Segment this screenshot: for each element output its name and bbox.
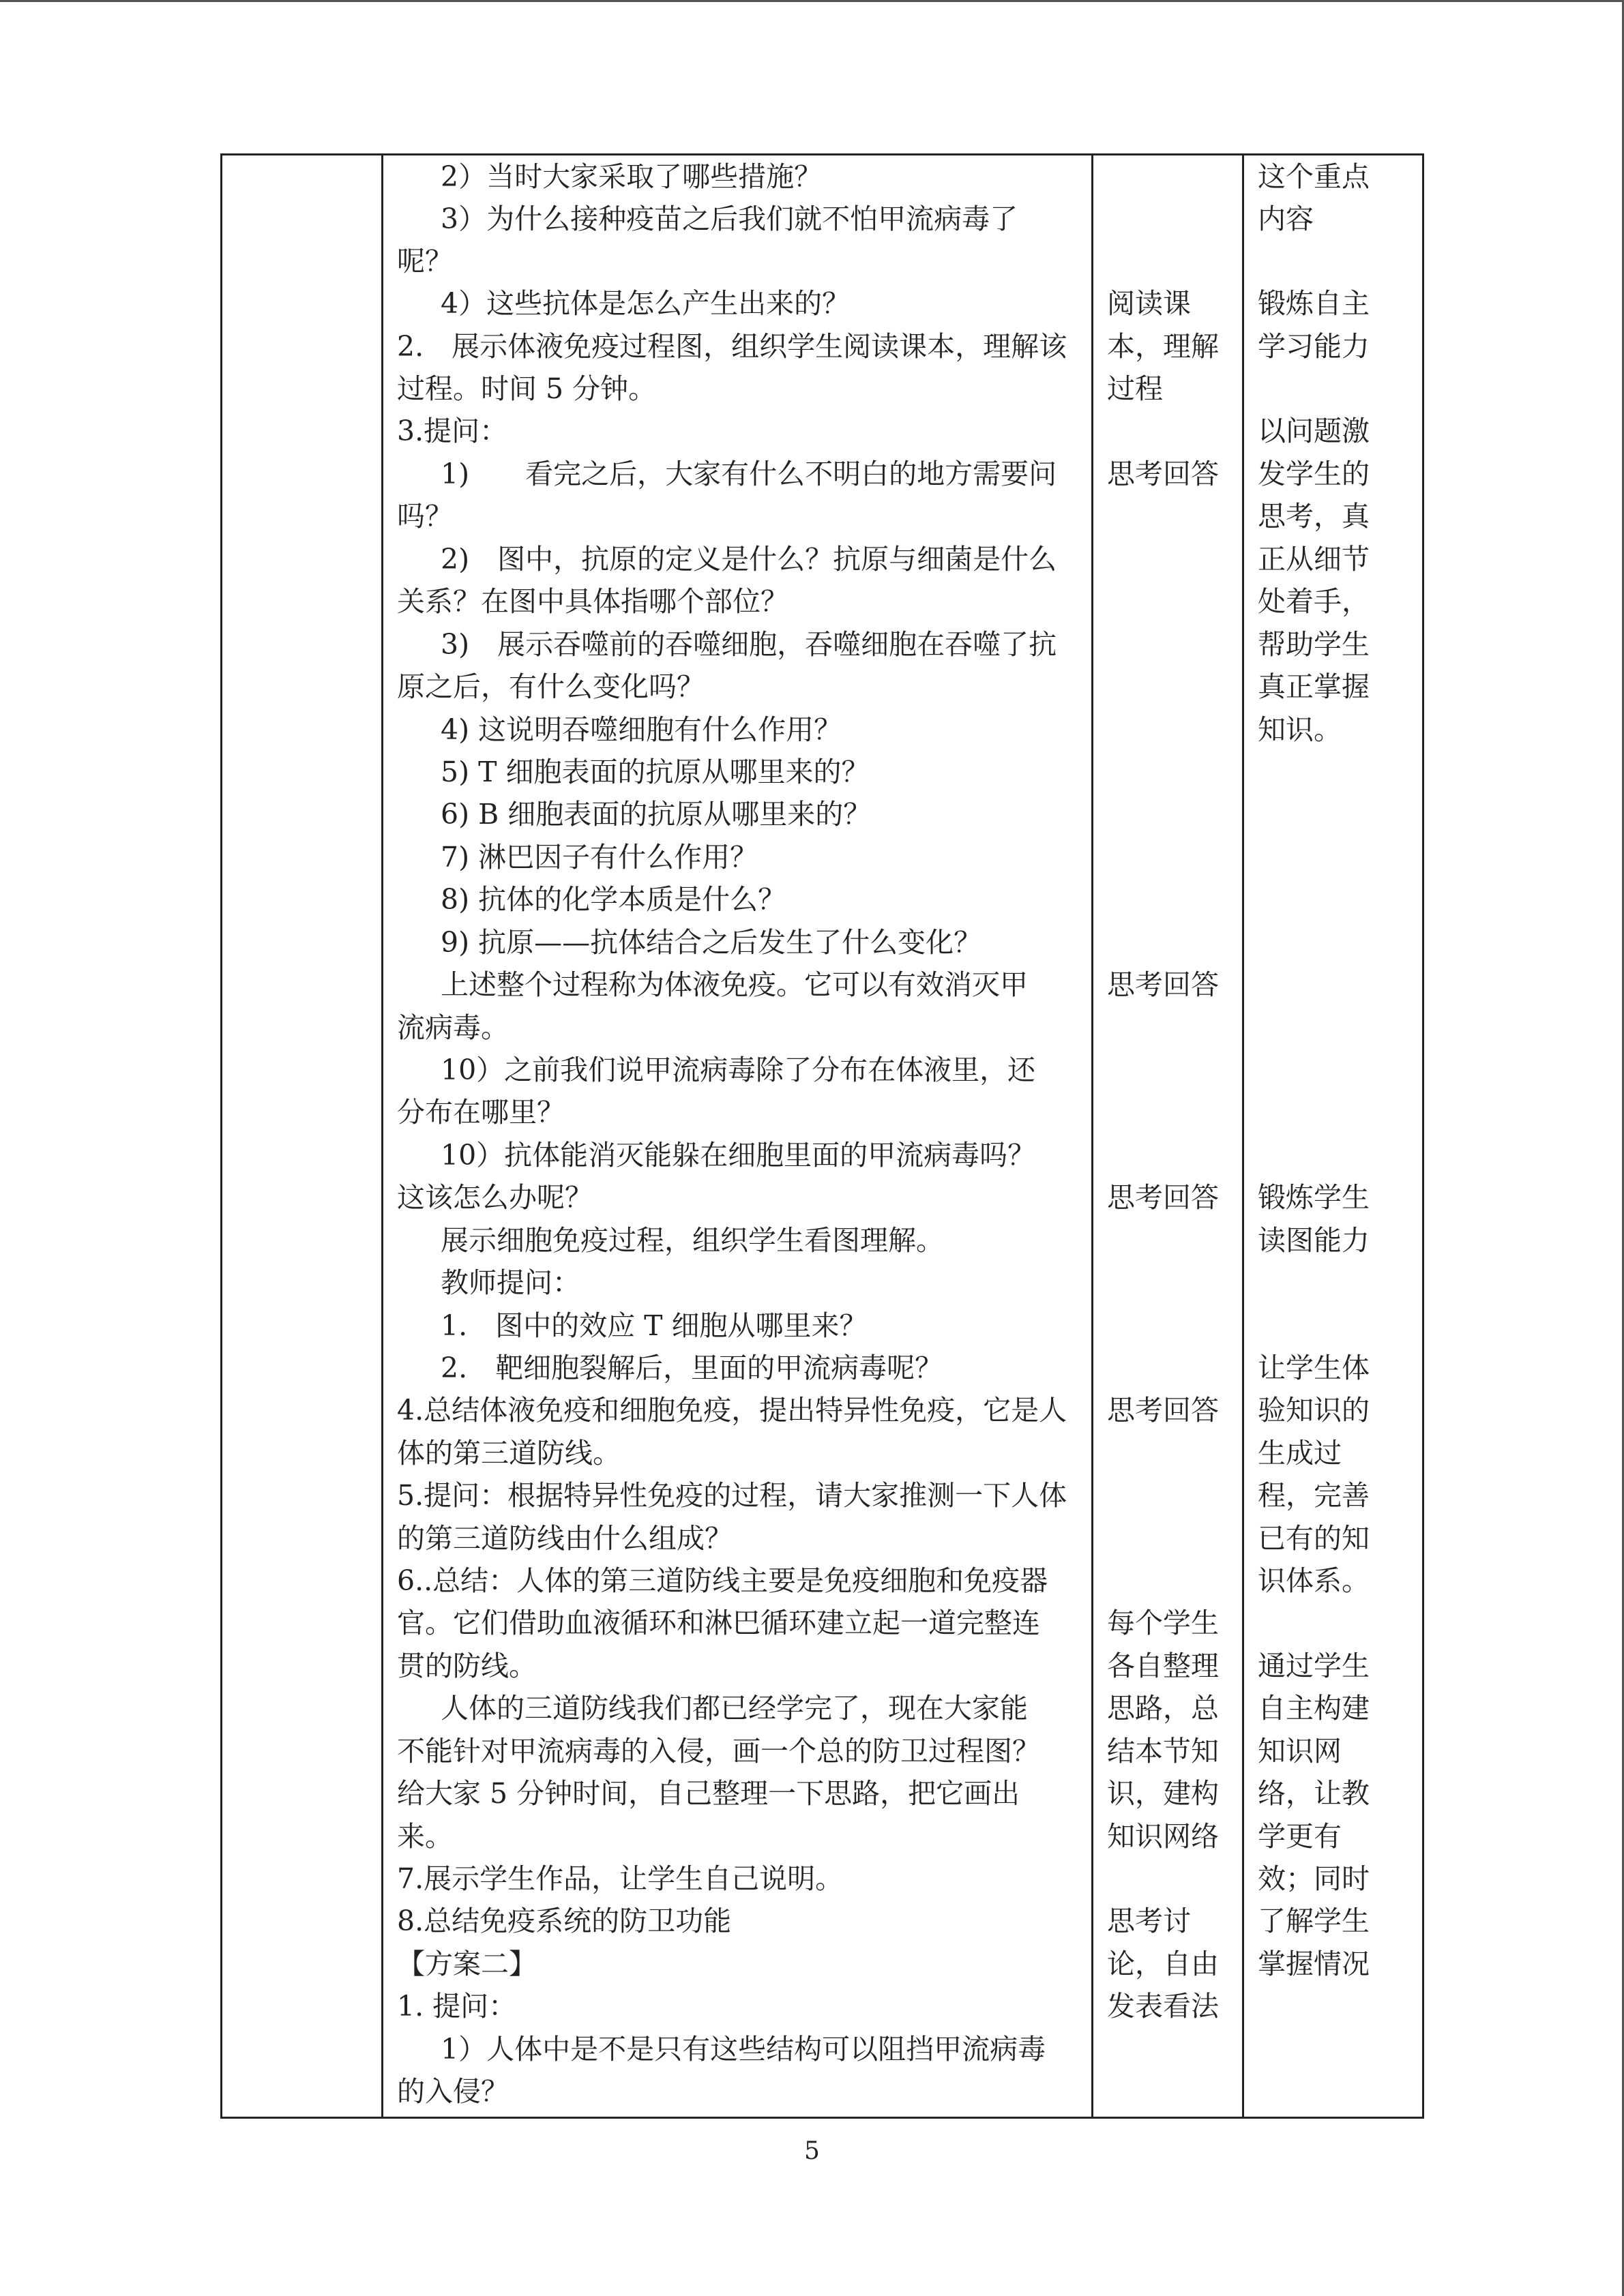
activity-line: 3）为什么接种疫苗之后我们就不怕甲流病毒了 [441,203,1018,235]
intent-line: 读图能力 [1258,1224,1370,1257]
activity-line: 的入侵？ [397,2075,509,2108]
intent-line: 掌握情况 [1258,1948,1370,1980]
activity-line: 2. 靶细胞裂解后，里面的甲流病毒呢？ [441,1352,943,1384]
student-line: 各自整理 [1107,1650,1219,1682]
activity-line: 教师提问： [441,1266,580,1299]
activity-line: 5.提问：根据特异性免疫的过程，请大家推测一下人体 [397,1479,1067,1512]
lesson-plan-table [220,153,1424,2119]
teacher-activity-cell [383,155,1093,2118]
activity-line: 展示细胞免疫过程，组织学生看图理解。 [441,1224,944,1257]
intent-line: 真正掌握 [1258,670,1370,703]
student-line: 思考回答 [1107,1181,1219,1214]
activity-line: 不能针对甲流病毒的入侵，画一个总的防卫过程图？ [397,1735,1040,1768]
student-line: 结本节知 [1107,1735,1219,1768]
activity-line: 8) 抗体的化学本质是什么？ [441,883,786,916]
intent-line: 以问题激 [1258,415,1370,447]
intent-line: 内容 [1258,203,1314,235]
activity-line: 原之后，有什么变化吗？ [397,670,705,703]
activity-line: 5) T 细胞表面的抗原从哪里来的？ [441,756,870,788]
activity-line: 4) 这说明吞噬细胞有什么作用？ [441,713,842,746]
activity-line: 10）抗体能消灭能躲在细胞里面的甲流病毒吗？ [441,1139,1036,1172]
intent-line: 学习能力 [1258,330,1370,363]
intent-line: 思考，真 [1258,500,1370,533]
activity-line: 6..总结：人体的第三道防线主要是免疫细胞和免疫器 [397,1564,1048,1597]
intent-line: 帮助学生 [1258,628,1370,661]
activity-line: 3) 展示吞噬前的吞噬细胞，吞噬细胞在吞噬了抗 [441,628,1057,661]
activity-line: 8.总结免疫系统的防卫功能 [397,1905,732,1937]
intent-line: 络，让教 [1258,1777,1370,1810]
student-line: 思考回答 [1107,1394,1219,1427]
activity-line: 流病毒。 [397,1011,509,1044]
intent-line: 发学生的 [1258,458,1370,490]
intent-line: 正从细节 [1258,543,1370,576]
activity-line: 呢？ [397,245,453,278]
student-line: 每个学生 [1107,1607,1219,1639]
activity-line: 2. 展示体液免疫过程图，组织学生阅读课本，理解该 [397,330,1067,363]
intent-line: 生成过 [1258,1437,1342,1470]
page-top-border [0,0,1624,2]
activity-line: 贯的防线。 [397,1650,537,1682]
intent-line: 处着手， [1258,585,1370,618]
intent-line: 了解学生 [1258,1905,1370,1937]
activity-line: 7.展示学生作品，让学生自己说明。 [397,1862,844,1895]
student-activity-cell [1093,155,1243,2118]
activity-line: 4）这些抗体是怎么产生出来的？ [441,287,851,320]
student-line: 思路，总 [1107,1692,1219,1725]
activity-line: 3.提问： [397,415,508,447]
activity-line: 吗？ [397,500,453,533]
activity-line: 给大家 5 分钟时间，自己整理一下思路，把它画出 [397,1777,1020,1810]
student-line: 本，理解 [1107,330,1219,363]
student-line: 阅读课 [1107,287,1191,320]
student-line: 知识网络 [1107,1820,1219,1853]
activity-line: 分布在哪里？ [397,1096,565,1129]
activity-line: 官。它们借助血液循环和淋巴循环建立起一道完整连 [397,1607,1040,1639]
intent-line: 锻炼学生 [1258,1181,1370,1214]
activity-line: 的第三道防线由什么组成？ [397,1522,733,1555]
student-line: 识，建构 [1107,1777,1219,1810]
intent-line: 已有的知 [1258,1522,1370,1555]
student-line: 发表看法 [1107,1990,1219,2023]
intent-line: 程，完善 [1258,1479,1370,1512]
activity-line: 2）当时大家采取了哪些措施？ [441,160,823,193]
activity-line: 人体的三道防线我们都已经学完了，现在大家能 [441,1692,1028,1725]
intent-line: 识体系。 [1258,1564,1370,1597]
activity-line: 9) 抗原——抗体结合之后发生了什么变化？ [441,926,982,959]
activity-line: 7) 淋巴因子有什么作用？ [441,841,758,874]
student-line: 思考讨 [1107,1905,1191,1937]
page-number: 5 [804,2137,820,2165]
activity-line: 上述整个过程称为体液免疫。它可以有效消灭甲 [441,968,1028,1001]
activity-line: 10）之前我们说甲流病毒除了分布在体液里，还 [441,1054,1036,1086]
activity-line: 【方案二】 [397,1948,537,1980]
intent-line: 知识。 [1258,713,1342,746]
blank-column-cell [222,155,383,2118]
activity-line: 6) B 细胞表面的抗原从哪里来的？ [441,798,872,831]
intent-line: 通过学生 [1258,1650,1370,1682]
activity-line: 1. 提问： [397,1990,517,2023]
student-line: 过程 [1107,372,1163,405]
activity-line: 1）人体中是不是只有这些结构可以阻挡甲流病毒 [441,2033,1046,2066]
intent-line: 知识网 [1258,1735,1342,1768]
activity-line: 1. 图中的效应 T 细胞从哪里来？ [441,1309,868,1342]
intent-line: 学更有 [1258,1820,1342,1853]
design-intent-cell [1243,155,1423,2118]
activity-line: 1) 看完之后，大家有什么不明白的地方需要问 [441,458,1057,490]
intent-line: 让学生体 [1258,1352,1370,1384]
activity-line: 体的第三道防线。 [397,1437,621,1470]
student-line: 思考回答 [1107,458,1219,490]
student-line: 论，自由 [1107,1948,1219,1980]
intent-line: 自主构建 [1258,1692,1370,1725]
activity-line: 这该怎么办呢？ [397,1181,593,1214]
activity-line: 来。 [397,1820,453,1853]
intent-line: 效；同时 [1258,1862,1370,1895]
table-row [222,155,1423,2118]
activity-line: 2) 图中，抗原的定义是什么？抗原与细菌是什么 [441,543,1057,576]
activity-line: 过程。时间 5 分钟。 [397,372,657,405]
intent-line: 这个重点 [1258,160,1370,193]
intent-line: 验知识的 [1258,1394,1370,1427]
activity-line: 4.总结体液免疫和细胞免疫，提出特异性免疫，它是人 [397,1394,1067,1427]
activity-line: 关系？在图中具体指哪个部位？ [397,585,788,618]
student-line: 思考回答 [1107,968,1219,1001]
intent-line: 锻炼自主 [1258,287,1370,320]
